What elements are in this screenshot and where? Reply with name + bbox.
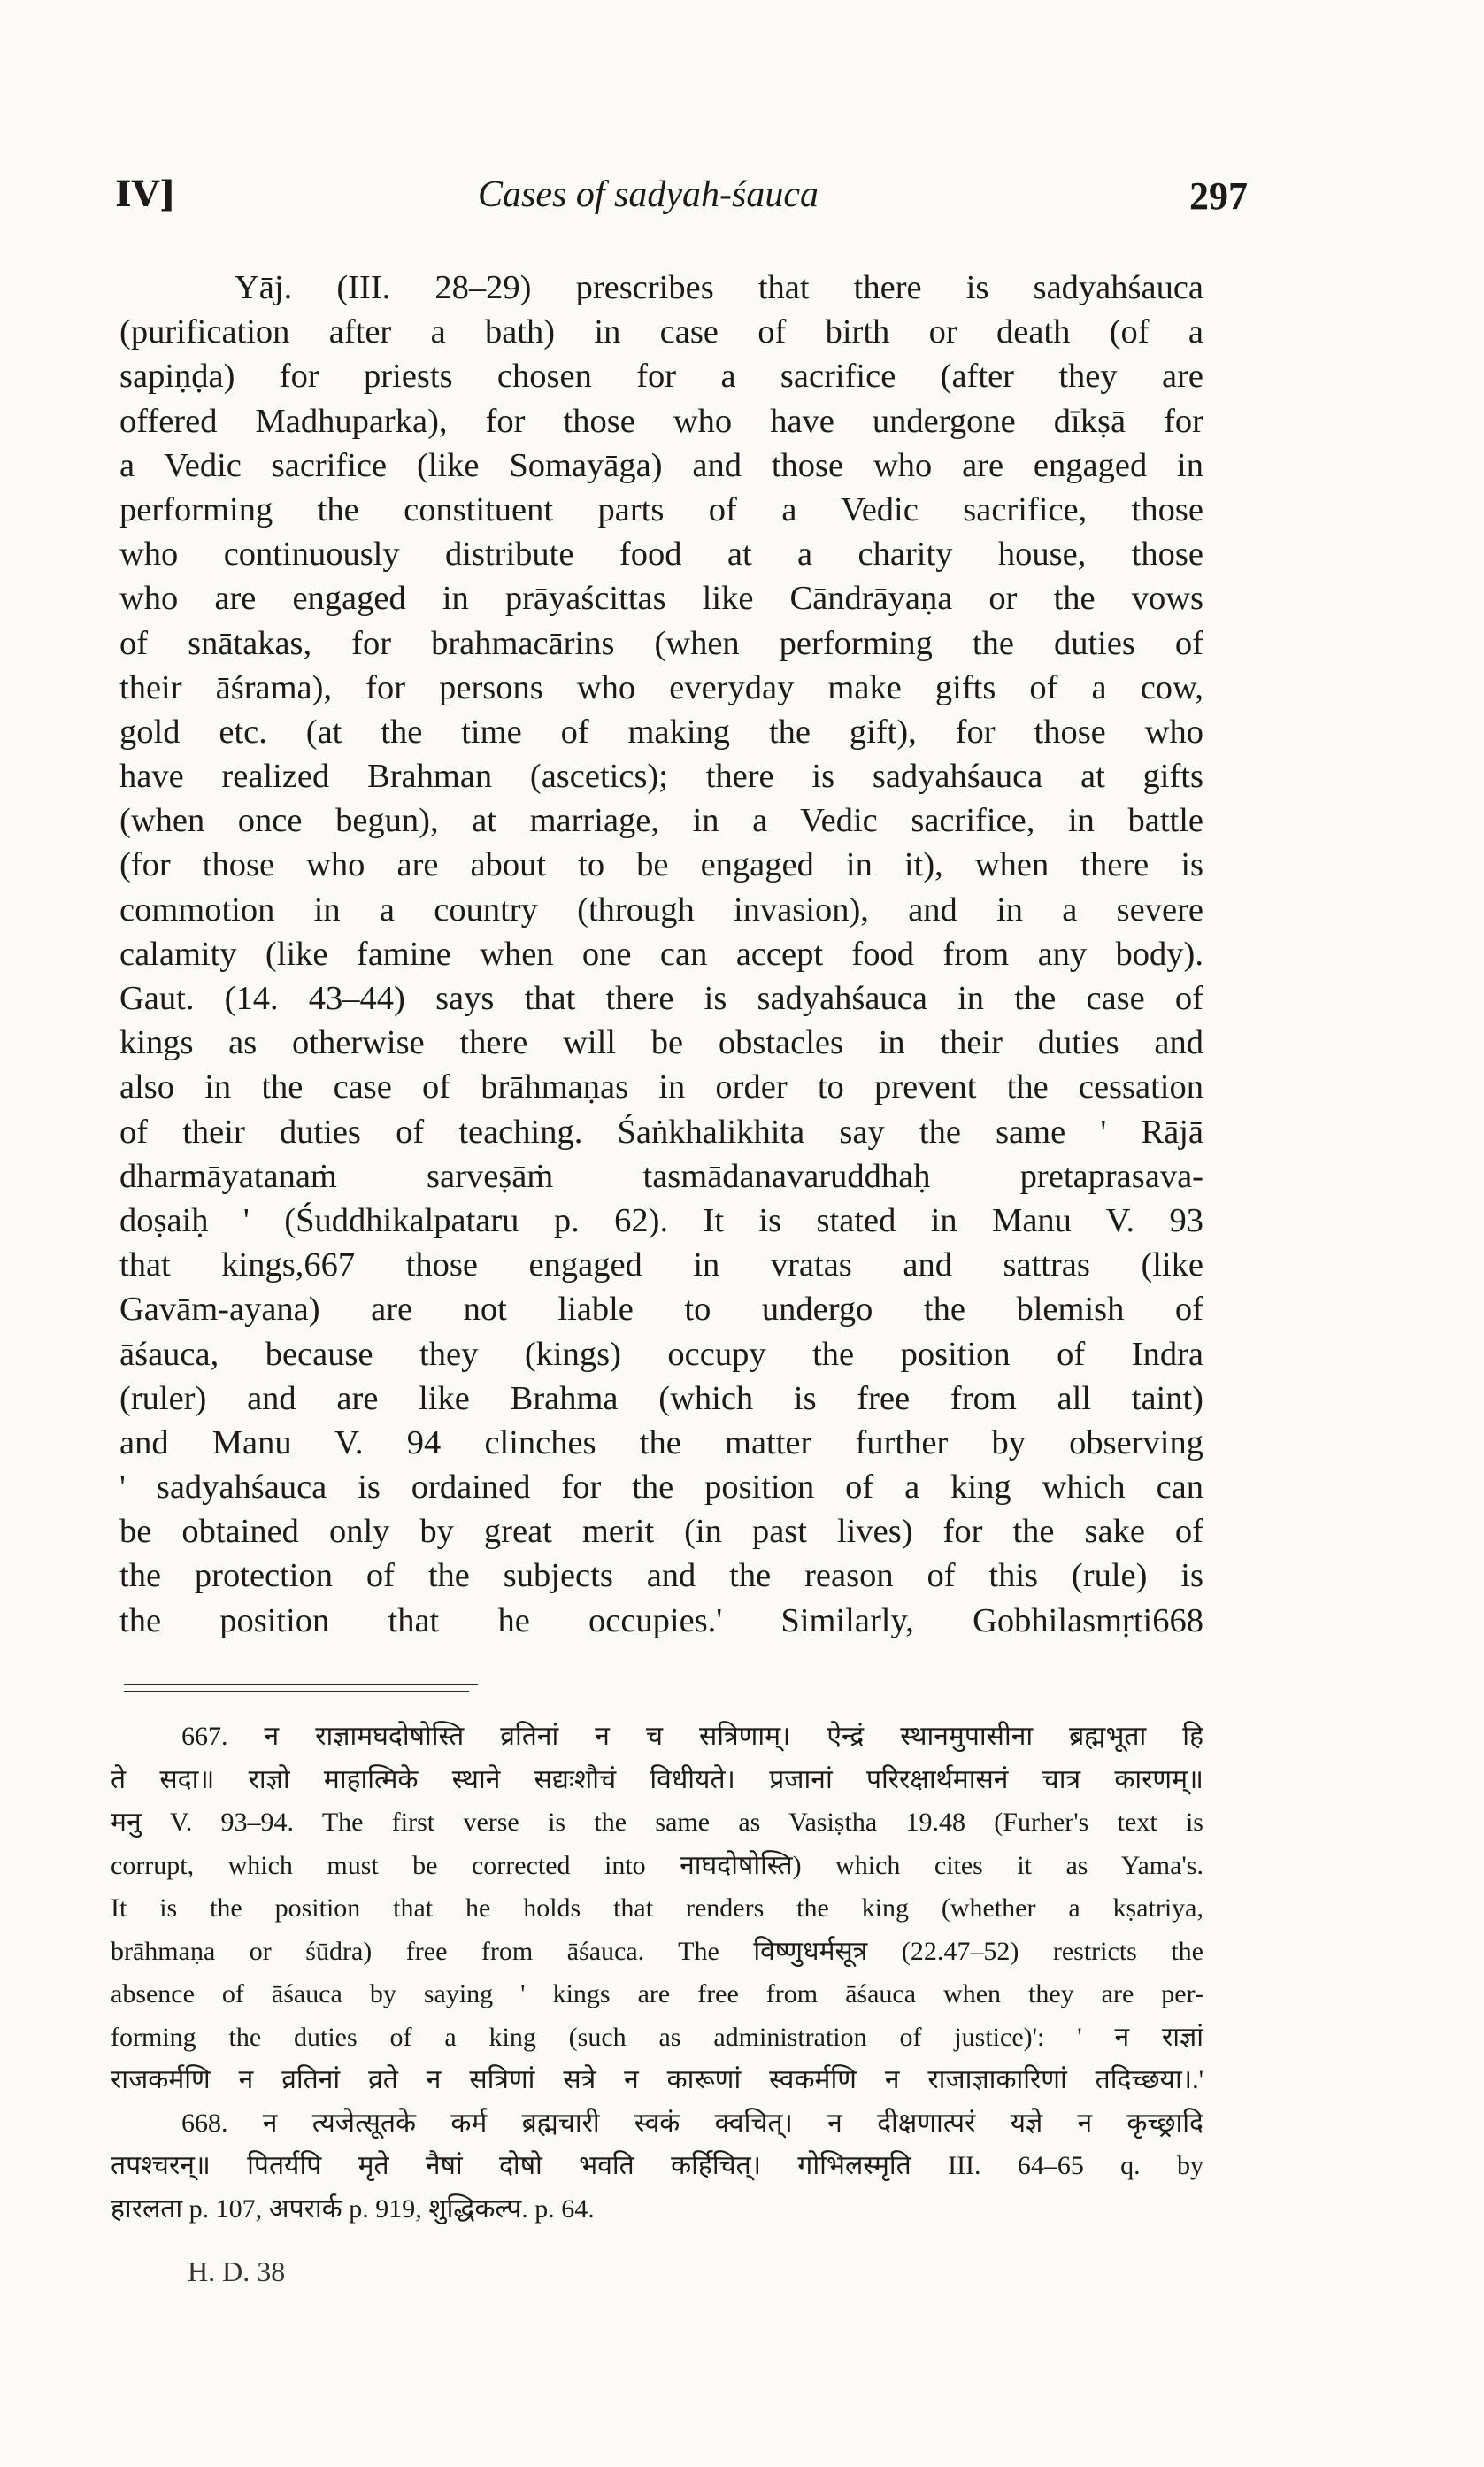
footnote-line: brāhmaṇa or śūdra) free from āśauca. The विष्णुधर्मसूत्र (22.47–52) restricts the <box>111 1936 1203 1966</box>
footnote-line: absence of āśauca by saying ' kings are free from āśauca when they are per- <box>111 1979 1203 2008</box>
footnote-separator <box>124 1684 478 1685</box>
text-line: doṣaiḥ ' (Śuddhikalpataru p. 62). It is stated in Manu V. 93 <box>119 1201 1203 1239</box>
text-line: have realized Brahman (ascetics); there is sadyahśauca at gifts <box>119 758 1203 796</box>
signature-mark: H. D. 38 <box>188 2255 286 2287</box>
text-line: sapiṇḍa) for priests chosen for a sacrifice (after they are <box>119 358 1203 396</box>
text-line: who continuously distribute food at a charity house, those <box>119 536 1203 574</box>
text-line: the position that he occupies.' Similarly, Gobhilasmṛti668 <box>119 1601 1203 1639</box>
main-text <box>119 266 1203 1643</box>
footnote-line: corrupt, which must be corrected into नाघदोषोस्ति) which cites it as Yama's. <box>111 1850 1203 1880</box>
footnote-line: हारलता p. 107, अपरार्क p. 919, शुद्धिकल्प. p. 64. <box>111 2193 595 2224</box>
text-line: of their duties of teaching. Śaṅkhalikhita say the same ' Rājā <box>119 1113 1203 1151</box>
footnote-line: मनु V. 93–94. The first verse is the same as Vasiṣtha 19.48 (Furher's text is <box>111 1808 1203 1837</box>
text-line: dharmāyatanaṁ sarveṣāṁ tasmādanavaruddhaḥ pretaprasava- <box>119 1157 1203 1195</box>
page-number: 297 <box>1189 174 1248 218</box>
text-line: (ruler) and are like Brahma (which is free from all taint) <box>119 1379 1203 1417</box>
footnote-line: ते सदा॥ राज्ञो माहात्मिके स्थाने सद्यःशौचं विधीयते। प्रजानां परिरक्षार्थमासनं चात्र कारणम्॥ <box>111 1764 1203 1794</box>
text-line: performing the constituent parts of a Vedic sacrifice, those <box>119 490 1203 528</box>
footnote-line: forming the duties of a king (such as administration of justice)': ' न राज्ञां <box>111 2022 1203 2052</box>
text-line: and Manu V. 94 clinches the matter further by observing <box>119 1423 1203 1461</box>
footnote-line: 668. न त्यजेत्सूतके कर्म ब्रह्मचारी स्वकं क्वचित्। न दीक्षणात्परं यज्ञे न कृच्छ्रादि <box>181 2108 1203 2138</box>
text-line: offered Madhuparka), for those who have undergone dīkṣā for <box>119 402 1203 440</box>
text-line: (for those who are about to be engaged in it), when there is <box>119 846 1203 884</box>
footnote-line: It is the position that he holds that renders the king (whether a kṣatriya, <box>111 1893 1203 1923</box>
running-header <box>106 173 1248 227</box>
footnote-separator <box>124 1691 469 1692</box>
text-line: a Vedic sacrifice (like Somayāga) and those who are engaged in <box>119 446 1203 484</box>
footnote-line: तपश्चरन्॥ पितर्यपि मृते नैषां दोषो भवति कर्हिचित्। गोभिलस्मृति III. 64–65 q. by <box>111 2151 1203 2180</box>
text-line: Gaut. (14. 43–44) says that there is sadyahśauca in the case of <box>119 980 1203 1017</box>
text-line: calamity (like famine when one can accept food from any body). <box>119 935 1203 973</box>
text-line: also in the case of brāhmaṇas in order to prevent the cessation <box>119 1068 1203 1106</box>
text-line: (when once begun), at marriage, in a Vedic sacrifice, in battle <box>119 802 1203 840</box>
text-line: Gavām-ayana) are not liable to undergo the blemish of <box>119 1291 1203 1329</box>
text-line: Yāj. (III. 28–29) prescribes that there is sadyahśauca <box>235 269 1203 306</box>
text-line: commotion in a country (through invasion), and in a severe <box>119 890 1203 929</box>
text-line: their āśrama), for persons who everyday make gifts of a cow, <box>119 668 1203 706</box>
text-line: ' sadyahśauca is ordained for the position of a king which can <box>119 1469 1203 1507</box>
text-line: kings as otherwise there will be obstacles in their duties and <box>119 1024 1203 1062</box>
chapter-number: IV] <box>115 173 176 215</box>
running-title: Cases of sadyah-śauca <box>478 174 819 215</box>
text-line: that kings,667 those engaged in vratas and sattras (like <box>119 1246 1203 1284</box>
footnotes <box>111 1715 1203 2231</box>
footnote-line: 667. न राज्ञामघदोषोस्ति व्रतिनां न च सत्रिणाम्। ऐन्द्रं स्थानमुपासीना ब्रह्मभूता हि <box>181 1722 1203 1751</box>
text-line: of snātakas, for brahmacārins (when performing the duties of <box>119 624 1203 662</box>
text-line: (purification after a bath) in case of birth or death (of a <box>119 313 1203 351</box>
footnote-line: राजकर्मणि न व्रतिनां व्रते न सत्रिणां सत्रे न कारूणां स्वकर्मणि न राजाज्ञाकारिणां तदिच्छया।.' <box>111 2065 1203 2094</box>
text-line: who are engaged in prāyaścittas like Cāndrāyaṇa or the vows <box>119 580 1203 618</box>
text-line: āśauca, because they (kings) occupy the position of Indra <box>119 1335 1203 1373</box>
text-line: the protection of the subjects and the reason of this (rule) is <box>119 1557 1203 1595</box>
text-line: be obtained only by great merit (in past lives) for the sake of <box>119 1513 1203 1551</box>
text-line: gold etc. (at the time of making the gift), for those who <box>119 713 1203 751</box>
